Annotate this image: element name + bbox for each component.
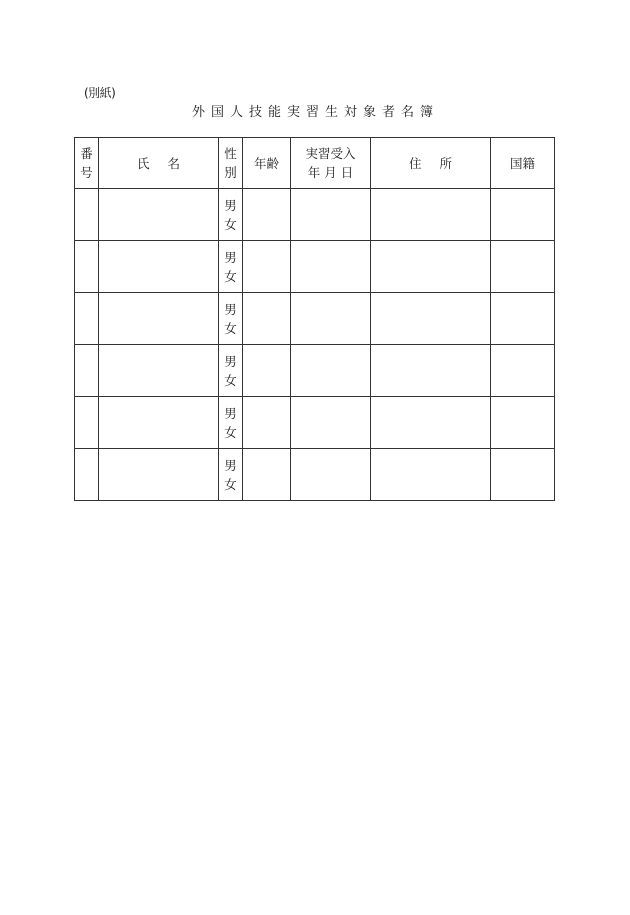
cell-number[interactable] bbox=[75, 345, 99, 397]
cell-training-start[interactable] bbox=[291, 397, 371, 449]
table-row bbox=[75, 449, 555, 501]
header-training-start-line2: 年月日 bbox=[307, 165, 358, 180]
sex-option-female[interactable]: 女 bbox=[224, 424, 237, 440]
header-number bbox=[75, 138, 99, 189]
cell-number[interactable] bbox=[75, 397, 99, 449]
cell-training-start[interactable] bbox=[291, 449, 371, 501]
header-name-label: 氏名 bbox=[136, 156, 198, 171]
cell-nationality[interactable] bbox=[491, 293, 555, 345]
document-title: 外国人技能実習生対象者名簿 bbox=[192, 105, 440, 120]
table-row bbox=[75, 345, 555, 397]
cell-nationality[interactable] bbox=[491, 189, 555, 241]
cell-age[interactable] bbox=[243, 189, 291, 241]
cell-sex[interactable] bbox=[219, 189, 243, 241]
cell-sex[interactable] bbox=[219, 345, 243, 397]
sex-option-male[interactable]: 男 bbox=[224, 197, 237, 213]
cell-age[interactable] bbox=[243, 345, 291, 397]
cell-address[interactable] bbox=[371, 397, 491, 449]
header-address-label: 住所 bbox=[408, 156, 470, 171]
sex-option-female[interactable]: 女 bbox=[224, 216, 237, 232]
header-sex-line2: 別 bbox=[224, 165, 237, 180]
cell-number[interactable] bbox=[75, 293, 99, 345]
cell-address[interactable] bbox=[371, 189, 491, 241]
cell-age[interactable] bbox=[243, 449, 291, 501]
cell-number[interactable] bbox=[75, 241, 99, 293]
cell-sex[interactable] bbox=[219, 397, 243, 449]
header-age bbox=[243, 138, 291, 189]
cell-name[interactable] bbox=[99, 397, 219, 449]
cell-nationality[interactable] bbox=[491, 397, 555, 449]
cell-sex[interactable] bbox=[219, 449, 243, 501]
header-row bbox=[75, 138, 555, 189]
sex-option-male[interactable]: 男 bbox=[224, 353, 237, 369]
attachment-label: (別紙) bbox=[84, 86, 116, 100]
cell-address[interactable] bbox=[371, 241, 491, 293]
cell-number[interactable] bbox=[75, 189, 99, 241]
cell-age[interactable] bbox=[243, 293, 291, 345]
cell-address[interactable] bbox=[371, 345, 491, 397]
sex-option-female[interactable]: 女 bbox=[224, 372, 237, 388]
table-row bbox=[75, 397, 555, 449]
cell-address[interactable] bbox=[371, 293, 491, 345]
cell-name[interactable] bbox=[99, 293, 219, 345]
cell-name[interactable] bbox=[99, 449, 219, 501]
cell-name[interactable] bbox=[99, 241, 219, 293]
sex-option-female[interactable]: 女 bbox=[224, 268, 237, 284]
cell-sex[interactable] bbox=[219, 241, 243, 293]
sex-option-male[interactable]: 男 bbox=[224, 405, 237, 421]
cell-training-start[interactable] bbox=[291, 293, 371, 345]
header-training-start-line1: 実習受入 bbox=[305, 146, 356, 161]
header-nationality-label: 国籍 bbox=[509, 156, 535, 171]
cell-name[interactable] bbox=[99, 189, 219, 241]
header-name bbox=[99, 138, 219, 189]
header-sex-line1: 性 bbox=[224, 146, 237, 161]
header-training-start bbox=[291, 138, 371, 189]
header-number-line2: 号 bbox=[80, 165, 93, 180]
sex-option-male[interactable]: 男 bbox=[224, 301, 237, 317]
cell-sex[interactable] bbox=[219, 293, 243, 345]
cell-nationality[interactable] bbox=[491, 345, 555, 397]
header-number-line1: 番 bbox=[80, 146, 93, 161]
sex-option-male[interactable]: 男 bbox=[224, 249, 237, 265]
cell-training-start[interactable] bbox=[291, 189, 371, 241]
cell-age[interactable] bbox=[243, 397, 291, 449]
table-row bbox=[75, 189, 555, 241]
sex-option-female[interactable]: 女 bbox=[224, 320, 237, 336]
header-nationality bbox=[491, 138, 555, 189]
trainee-roster-table bbox=[74, 137, 555, 501]
cell-training-start[interactable] bbox=[291, 345, 371, 397]
sex-option-male[interactable]: 男 bbox=[224, 457, 237, 473]
header-address bbox=[371, 138, 491, 189]
sex-option-female[interactable]: 女 bbox=[224, 476, 237, 492]
cell-address[interactable] bbox=[371, 449, 491, 501]
cell-name[interactable] bbox=[99, 345, 219, 397]
header-age-label: 年齢 bbox=[253, 156, 279, 171]
cell-age[interactable] bbox=[243, 241, 291, 293]
cell-nationality[interactable] bbox=[491, 449, 555, 501]
roster-body bbox=[75, 189, 555, 501]
cell-number[interactable] bbox=[75, 449, 99, 501]
cell-nationality[interactable] bbox=[491, 241, 555, 293]
table-row bbox=[75, 241, 555, 293]
header-sex bbox=[219, 138, 243, 189]
cell-training-start[interactable] bbox=[291, 241, 371, 293]
table-row bbox=[75, 293, 555, 345]
